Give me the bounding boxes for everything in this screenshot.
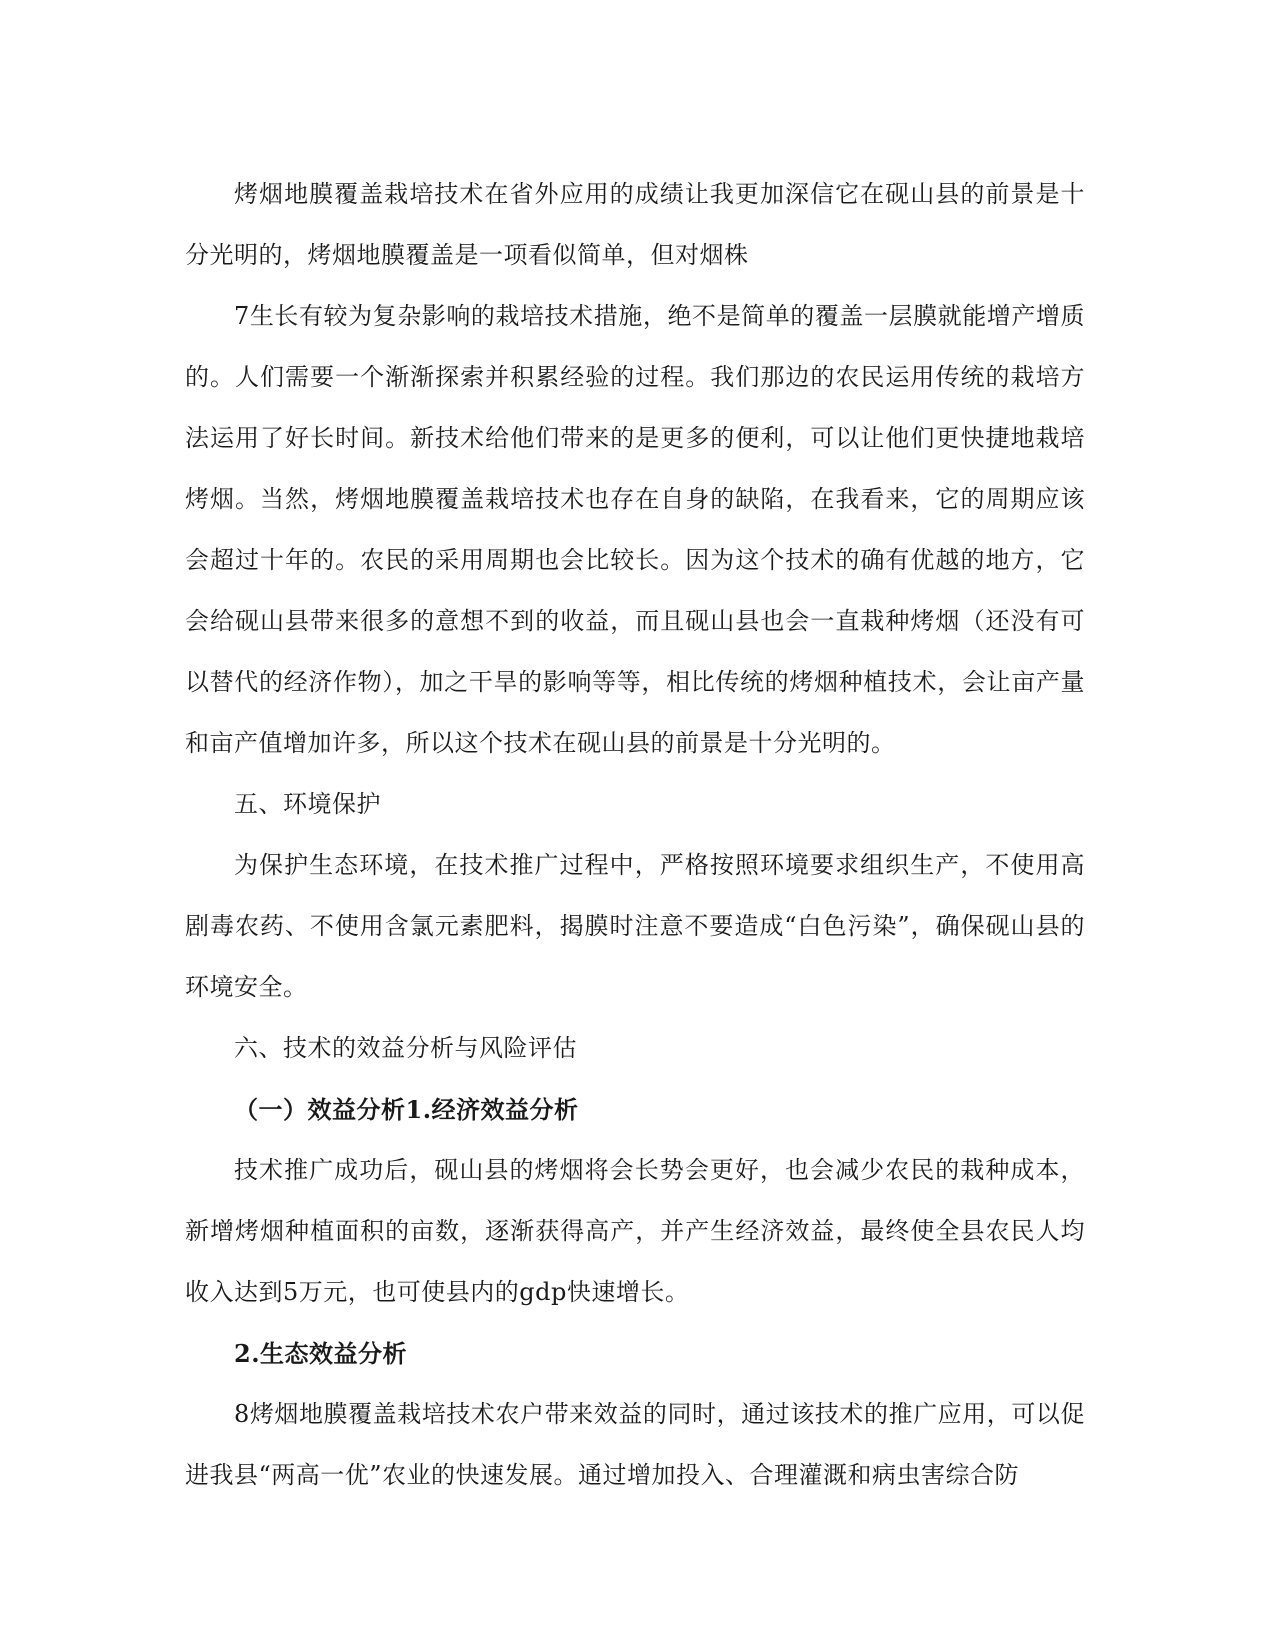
paragraph-environment: 为保护生态环境，在技术推广过程中，严格按照环境要求组织生产，不使用高剧毒农药、不使用含氯元素肥料，揭膜时注意不要造成“白色污染”，确保砚山县的环境安全。 [185, 851, 1085, 1001]
section-heading-environment: 五、环境保护 [234, 790, 381, 818]
paragraph-prospects: 7生长有较为复杂影响的栽培技术措施，绝不是简单的覆盖一层膜就能增产增质的。人们需要一个渐渐探索并积累经验的过程。我们那边的农民运用传统的栽培方法运用了好长时间。新技术给他们带来的是更多的便利，可以让他们更快捷地栽培烤烟。当然，烤烟地膜覆盖栽培技术也存在自身的缺陷，在我看来，它的周期应该会超过十年的。农民的采用周期也会比较长。因为这个技术的确有优越的地方，它会给砚山县带来很多的意想不到的收益，而且砚山县也会一直栽种烤烟（还没有可以替代的经济作物），加之干旱的影响等等，相比传统的烤烟种植技术，会让亩产量和亩产值增加许多，所以这个技术在砚山县的前景是十分光明的。 [185, 302, 1085, 757]
section-heading-benefit-risk: 六、技术的效益分析与风险评估 [234, 1034, 577, 1062]
document-body [185, 164, 1085, 1506]
paragraph-intro: 烤烟地膜覆盖栽培技术在省外应用的成绩让我更加深信它在砚山县的前景是十分光明的，烤烟地膜覆盖是一项看似简单，但对烟株 [185, 180, 1085, 269]
subheading-economic-benefit: （一）效益分析1.经济效益分析 [234, 1095, 579, 1124]
paragraph-economic-benefit: 技术推广成功后，砚山县的烤烟将会长势会更好，也会减少农民的栽种成本，新增烤烟种植面积的亩数，逐渐获得高产，并产生经济效益，最终使全县农民人均收入达到5万元，也可使县内的gdp快速增长。 [185, 1156, 1085, 1306]
paragraph-ecological-benefit: 8烤烟地膜覆盖栽培技术农户带来效益的同时，通过该技术的推广应用，可以促进我县“两高一优”农业的快速发展。通过增加投入、合理灌溉和病虫害综合防 [185, 1400, 1085, 1489]
subheading-ecological-benefit: 2.生态效益分析 [234, 1339, 408, 1368]
